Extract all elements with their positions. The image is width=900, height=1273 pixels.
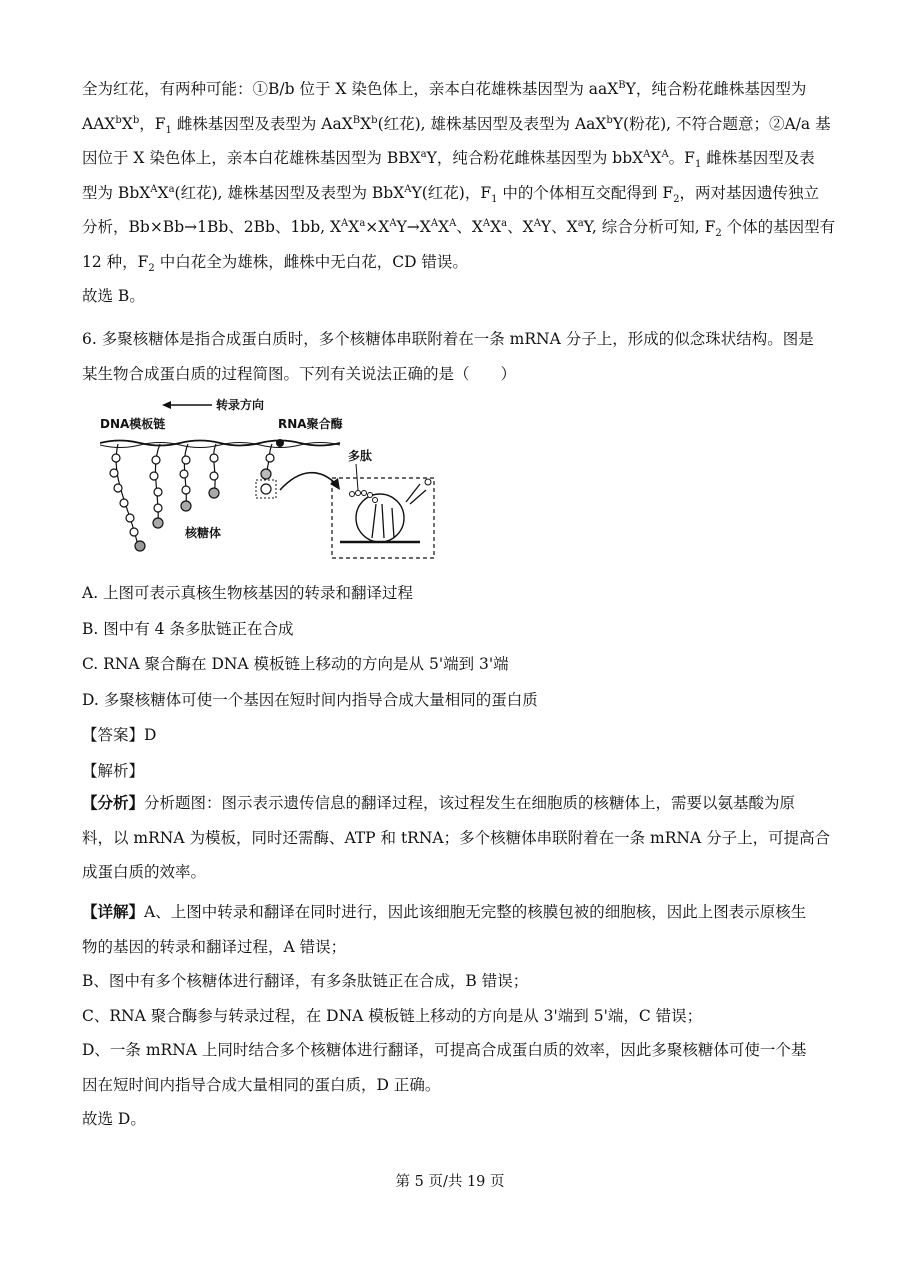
trna [392, 508, 394, 538]
amino-acid [425, 479, 431, 485]
text-line: 6. 多聚核糖体是指合成蛋白质时，多个核糖体串联附着在一条 mRNA 分子上，形成的似念珠状结构。图是 [82, 330, 814, 348]
ribosome [114, 484, 122, 492]
ribosome [112, 454, 120, 462]
ribosome [153, 518, 163, 528]
text-line: 分析，Bb×Bb→1Bb、2Bb、1bb, $X^AX^a\times X^AY\to X^AX^A$、$X^AX^a$、$X^AY$、$X^aY$, 综合分析可知, $F_2$ 个体的基因型有 [82, 217, 836, 240]
text-line: 成蛋白质的效率。 [82, 863, 207, 881]
ribosome [152, 456, 160, 464]
option-a: A. 上图可表示真核生物核基因的转录和翻译过程 [82, 584, 414, 602]
analysis-title: 【解析】 [82, 762, 145, 780]
rna-polymerase-label: RNA聚合酶 [278, 417, 343, 431]
text-line: 故选 D。 [82, 1110, 146, 1128]
ribosome [261, 484, 271, 494]
detail-section [82, 895, 822, 1137]
text-line: 【详解】A、上图中转录和翻译在同时进行，因此该细胞无完整的核膜包被的细胞核，因此上图表示原核生 [82, 902, 807, 921]
amino-acid [368, 493, 373, 498]
option-c: C. RNA 聚合酶在 DNA 模板链上移动的方向是从 5'端到 3'端 [82, 655, 509, 673]
text-line: 某生物合成蛋白质的过程简图。下列有关说法正确的是（ ） [82, 364, 517, 383]
text-line: 12 种，$F_2$ 中白花全为雄株，雌株中无白花，CD 错误。 [82, 252, 468, 274]
ribosome [126, 514, 134, 522]
ribosome [266, 454, 274, 462]
trna [406, 484, 420, 502]
amino-acid [362, 491, 367, 496]
text-line: 料，以 mRNA 为模板，同时还需酶、ATP 和 tRNA；多个核糖体串联附着在一条 mRNA 分子上，可提高合 [82, 828, 831, 847]
analysis-tag: 【分析】 [82, 793, 145, 812]
zoom-arrow [280, 473, 336, 490]
trna [372, 504, 376, 538]
polyribosome-diagram [100, 398, 440, 564]
dna-template-label: DNA模板链 [100, 417, 166, 431]
text-line: 因位于 X 染色体上，亲本白花雄株基因型为 BBX$^a$Y，纯合粉花雌株基因型为 $bbX^AX^A$。$F_1$ 雌株基因型及表 [82, 148, 815, 171]
text-line: D、一条 mRNA 上同时结合多个核糖体进行翻译，可提高合成蛋白质的效率，因此多聚核糖体可使一个基 [82, 1041, 807, 1059]
ribosome [154, 488, 162, 496]
ribosome [210, 472, 218, 480]
option-d: D. 多聚核糖体可使一个基因在短时间内指导合成大量相同的蛋白质 [82, 691, 538, 709]
trna [382, 504, 384, 538]
ribosome-label: 核糖体 [185, 526, 222, 540]
ribosome [182, 486, 190, 494]
text-line: 故选 B。 [82, 287, 145, 305]
ribosome [181, 501, 191, 511]
text-line: B、图中有多个核糖体进行翻译，有多条肽链正在合成，B 错误； [82, 972, 529, 990]
page-footer: 第 5 页/共 19 页 [395, 1174, 505, 1190]
ribosome [210, 454, 218, 462]
transcription-direction-label: 转录方向 [216, 398, 265, 412]
ribosome [180, 470, 188, 478]
mrna-strand [214, 444, 216, 493]
option-b: B. 图中有 4 条多肽链正在合成 [82, 620, 294, 638]
text-line: 【分析】分析题图：图示表示遗传信息的翻译过程，该过程发生在细胞质的核糖体上，需要以氨基酸为原 [82, 793, 796, 812]
label-pointer [356, 464, 358, 490]
answer: 【答案】D [82, 726, 157, 744]
ribosome [182, 456, 190, 464]
previous-explanation [82, 72, 836, 314]
amino-acid [350, 492, 355, 497]
ribosome [261, 469, 271, 479]
ribosome [110, 469, 118, 477]
question-6-stem [82, 322, 822, 391]
polypeptide-label: 多肽 [348, 449, 373, 463]
text-line: C、RNA 聚合酶参与转录过程，在 DNA 模板链上移动的方向是从 3'端到 5'端，C 错误； [82, 1006, 703, 1025]
text-line: 物的基因的转录和翻译过程，A 错误； [82, 937, 347, 956]
detail-tag: 【详解】 [82, 902, 145, 921]
rna-polymerase [276, 439, 284, 447]
amino-acid [373, 498, 378, 503]
ribosome [154, 504, 162, 512]
ribosome [150, 472, 158, 480]
ribosome-large-subunit [356, 494, 404, 542]
text-line: $AAX^bX^b$，$F_1$ 雌株基因型及表型为 $AaX^BX^b$(红花), 雄株基因型及表型为 AaX$^b$Y(粉花), 不符合题意；②A/a 基 [82, 114, 831, 136]
ribosome [130, 528, 138, 536]
ribosome [135, 541, 145, 551]
analysis-section [82, 786, 831, 890]
text-line: 因在短时间内指导合成大量相同的蛋白质，D 正确。 [82, 1075, 441, 1094]
amino-acid [356, 491, 361, 496]
trna [410, 490, 426, 504]
text-line: 全为红花，有两种可能：①B/b 位于 X 染色体上，亲本白花雄株基因型为 aaX$^B$Y，纯合粉花雌株基因型为 [82, 79, 807, 98]
ribosome [209, 488, 219, 498]
text-line: 型为 $BbX^AX^a$(红花), 雄株基因型及表型为 BbX$^A$Y(红花)，$F_1$ 中的个体相互交配得到 $F_2$，两对基因遗传独立 [82, 183, 819, 205]
arrow-head-icon [162, 401, 171, 409]
ribosome [120, 499, 128, 507]
